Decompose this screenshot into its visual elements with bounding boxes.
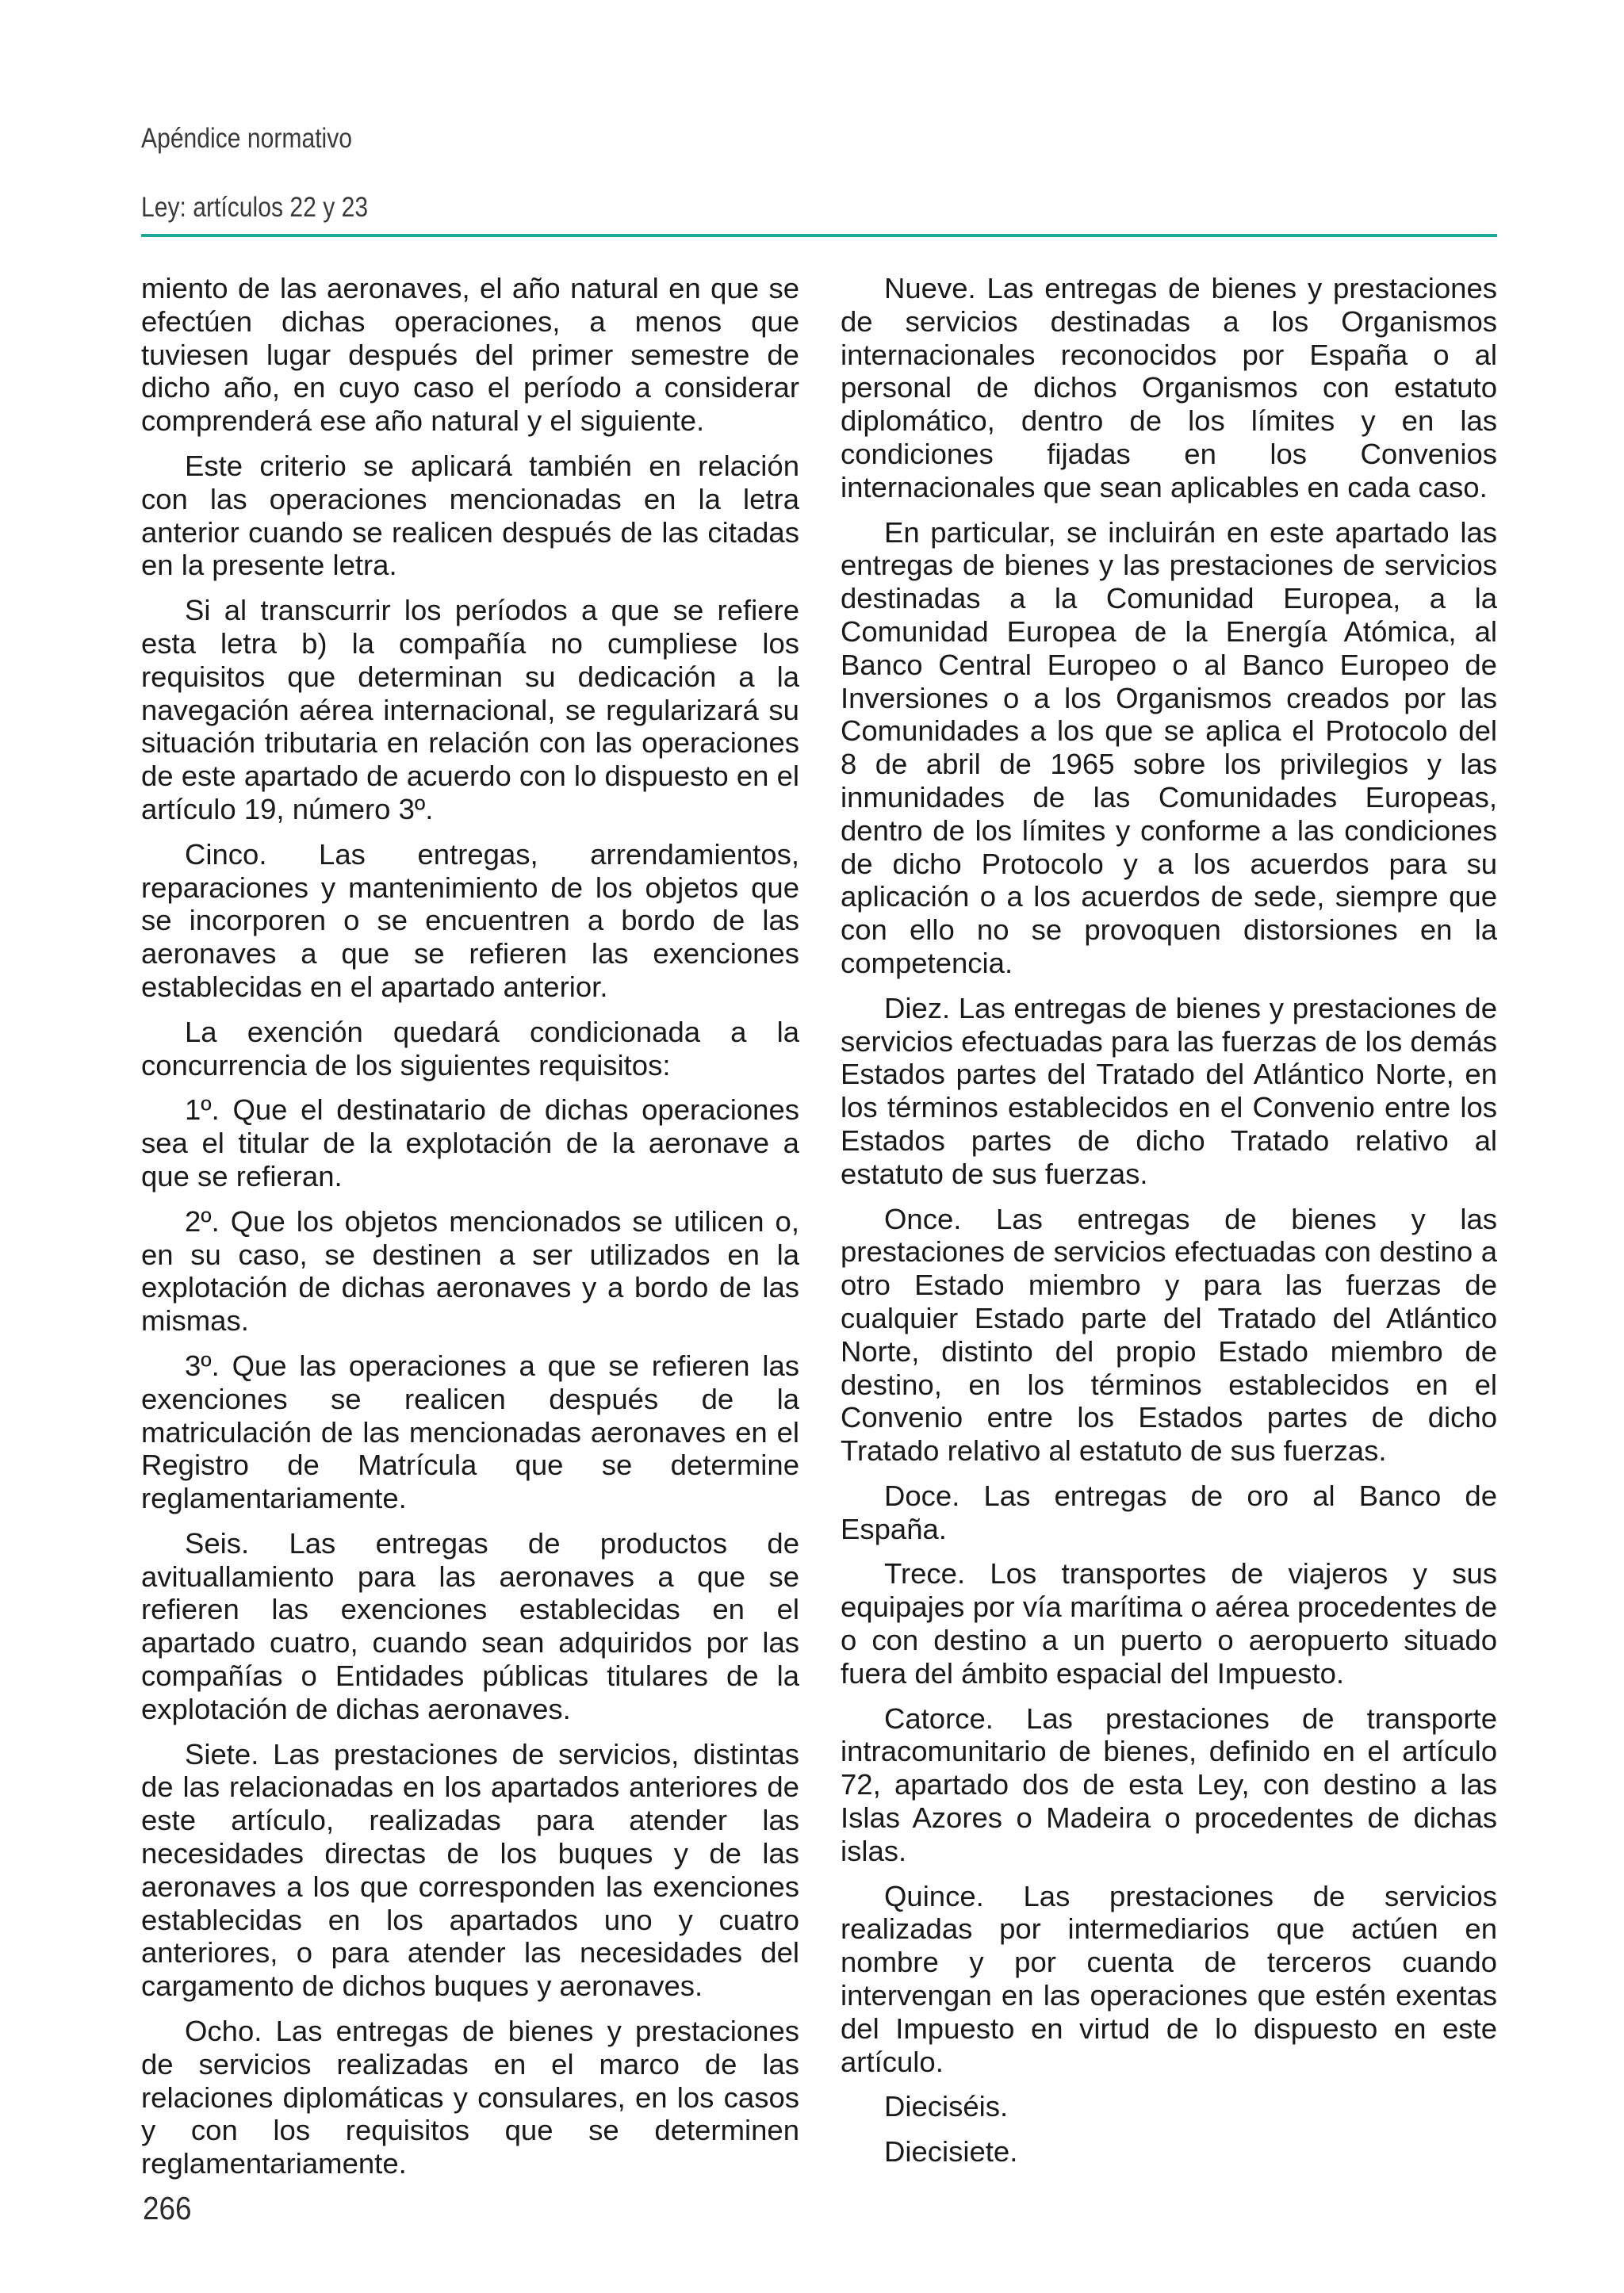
paragraph: Si al transcurrir los períodos a que se refiere esta letra b) la compañía no cumpliese los requisitos que determinan su dedicación a la navegación aérea internacional, se regularizará su situación tributaria en relación con las operaciones de este apartado de acuerdo con lo dispuesto en el artículo 19, número 3º. <box>141 594 799 825</box>
paragraph: 3º. Que las operaciones a que se refieren las exenciones se realicen después de la matriculación de las mencionadas aeronaves en el Registro de Matrícula que se determine reglamentariamente. <box>141 1349 799 1515</box>
paragraph: Diez. Las entregas de bienes y prestaciones de servicios efectuadas para las fuerzas de los demás Estados partes del Tratado del Atlántico Norte, en los términos establecidos en el Convenio entre los Estados partes de dicho Tratado relativo al estatuto de sus fuerzas. <box>841 991 1497 1190</box>
paragraph: Catorce. Las prestaciones de transporte intracomunitario de bienes, definido en el artículo 72, apartado dos de esta Ley, con destino a las Islas Azores o Madeira o procedentes de dichas islas. <box>841 1702 1497 1867</box>
right-column <box>841 272 1497 2180</box>
paragraph: 1º. Que el destinatario de dichas operaciones sea el titular de la explotación de la aeronave a que se refieran. <box>141 1093 799 1192</box>
header-divider <box>141 234 1497 237</box>
paragraph: Cinco. Las entregas, arrendamientos, reparaciones y mantenimiento de los objetos que se incorporen o se encuentren a bordo de las aeronaves a que se refieren las exenciones establecidas en el apartado anterior. <box>141 837 799 1003</box>
paragraph: 2º. Que los objetos mencionados se utilicen o, en su caso, se destinen a ser utilizados en la explotación de dichas aeronaves y a bordo de las mismas. <box>141 1204 799 1338</box>
paragraph: Dieciséis. <box>884 2090 1009 2123</box>
left-column <box>141 272 799 2192</box>
paragraph: Quince. Las prestaciones de servicios realizadas por intermediarios que actúen en nombre y por cuenta de terceros cuando intervengan en las operaciones que estén exentas del Impuesto en virtud de lo dispuesto en este artículo. <box>841 1879 1497 2078</box>
paragraph: Diecisiete. <box>884 2135 1018 2169</box>
running-header-section: Apéndice normativo <box>141 123 353 154</box>
paragraph: En particular, se incluirán en este apartado las entregas de bienes y las prestaciones de servicios destinadas a la Comunidad Europea, a la Comunidad Europea de la Energía Atómica, al Banco Central Europeo o al Banco Europeo de Inversiones o a los Organismos creados por las Comunidades a los que se aplica el Protocolo del 8 de abril de 1965 sobre los privilegios y las inmunidades de las Comunidades Europeas, dentro de los límites y conforme a las condiciones de dicho Protocolo y a los acuerdos para su aplicación o a los acuerdos de sede, siempre que con ello no se provoquen distorsiones en la competencia. <box>841 515 1497 979</box>
paragraph: Once. Las entregas de bienes y las prestaciones de servicios efectuadas con destino a otro Estado miembro y para las fuerzas de cualquier Estado parte del Tratado del Atlántico Norte, distinto del propio Estado miembro de destino, en los términos establecidos en el Convenio entre los Estados partes de dicho Tratado relativo al estatuto de sus fuerzas. <box>841 1202 1497 1468</box>
paragraph: miento de las aeronaves, el año natural en que se efectúen dichas operaciones, a menos que tuviesen lugar después del primer semestre de dicho año, en cuyo caso el período a considerar comprenderá ese año natural y el siguiente. <box>141 272 799 438</box>
paragraph: Trece. Los transportes de viajeros y sus equipajes por vía marítima o aérea procedentes de o con destino a un puerto o aeropuerto situado fuera del ámbito espacial del Impuesto. <box>841 1557 1497 1690</box>
paragraph: La exención quedará condicionada a la concurrencia de los siguientes requisitos: <box>141 1015 799 1081</box>
paragraph: Este criterio se aplicará también en relación con las operaciones mencionadas en la letra anterior cuando se realicen después de las citadas en la presente letra. <box>141 449 799 582</box>
paragraph: Seis. Las entregas de productos de avituallamiento para las aeronaves a que se refieren las exenciones establecidas en el apartado cuatro, cuando sean adquiridos por las compañías o Entidades públicas titulares de la explotación de dichas aeronaves. <box>141 1526 799 1725</box>
paragraph: Nueve. Las entregas de bienes y prestaciones de servicios destinadas a los Organismos internacionales reconocidos por España o al personal de dichos Organismos con estatuto diplomático, dentro de los límites y en las condiciones fijadas en los Convenios internacionales que sean aplicables en cada caso. <box>841 272 1497 503</box>
running-header-law-reference: Ley: artículos 22 y 23 <box>141 192 369 223</box>
paragraph: Siete. Las prestaciones de servicios, distintas de las relacionadas en los apartados anteriores de este artículo, realizadas para atender las necesidades directas de los buques y de las aeronaves a los que corresponden las exenciones establecidas en los apartados uno y cuatro anteriores, o para atender las necesidades del cargamento de dichos buques y aeronaves. <box>141 1737 799 2003</box>
page-number: 266 <box>143 2190 192 2226</box>
paragraph: Doce. Las entregas de oro al Banco de España. <box>841 1479 1497 1545</box>
paragraph: Ocho. Las entregas de bienes y prestaciones de servicios realizadas en el marco de las relaciones diplomáticas y consulares, en los casos y con los requisitos que se determinen reglamentariamente. <box>141 2015 799 2180</box>
